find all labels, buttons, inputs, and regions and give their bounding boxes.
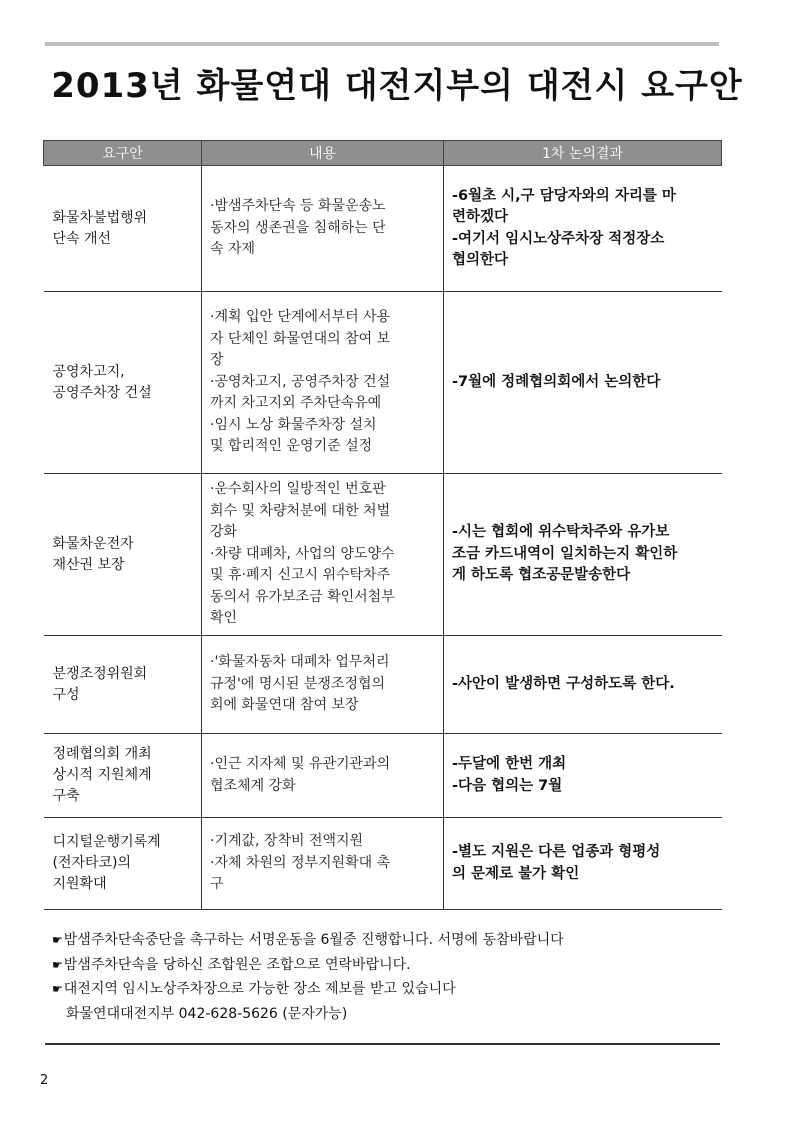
result-cell: -사안이 발생하면 구성하도록 한다. xyxy=(444,636,722,734)
table-row xyxy=(44,292,722,474)
header-content: 내용 xyxy=(202,141,444,166)
demand-table xyxy=(43,140,722,910)
bottom-rule xyxy=(45,1043,720,1045)
pointing-hand-icon: ☛ xyxy=(52,982,63,996)
header-demand: 요구안 xyxy=(44,141,202,166)
table-header-row xyxy=(44,141,722,166)
page-title: 2013년 화물연대 대전지부의 대전시 요구안 xyxy=(51,66,743,106)
content-cell: ·인근 지자체 및 유관기관과의 협조체계 강화 xyxy=(202,734,444,818)
demand-cell: 분쟁조정위원회 구성 xyxy=(44,636,202,734)
header-result: 1차 논의결과 xyxy=(444,141,722,166)
table-row xyxy=(44,636,722,734)
result-cell: -두달에 한번 개최 -다음 협의는 7월 xyxy=(444,734,722,818)
content-cell: ·'화물자동차 대폐차 업무처리 규정'에 명시된 분쟁조정협의 회에 화물연대 참여 보장 xyxy=(202,636,444,734)
result-cell: -6월초 시,구 담당자와의 자리를 마 련하겠다 -여기서 임시노상주차장 적정장소 협의한다 xyxy=(444,166,722,292)
demand-cell: 화물차운전자 재산권 보장 xyxy=(44,474,202,636)
table-row xyxy=(44,818,722,910)
table-row xyxy=(44,474,722,636)
note-item: ☛밤샘주차단속중단을 촉구하는 서명운동을 6월중 진행합니다. 서명에 동참바랍니다 xyxy=(52,932,564,948)
content-cell: ·밤샘주차단속 등 화물운송노 동자의 생존권을 침해하는 단 속 자제 xyxy=(202,166,444,292)
demand-cell: 정례협의회 개최 상시적 지원체계 구축 xyxy=(44,734,202,818)
contact-line: 화물연대대전지부 042-628-5626 (문자가능) xyxy=(66,1005,348,1022)
result-cell: -별도 지원은 다른 업종과 형평성 의 문제로 불가 확인 xyxy=(444,818,722,910)
table-row xyxy=(44,734,722,818)
content-cell: ·기계값, 장착비 전액지원 ·자체 차원의 정부지원확대 촉 구 xyxy=(202,818,444,910)
demand-cell: 화물차불법행위 단속 개선 xyxy=(44,166,202,292)
note-item: ☛밤샘주차단속을 당하신 조합원은 조합으로 연락바랍니다. xyxy=(52,956,411,973)
table-row xyxy=(44,166,722,292)
note-item: ☛대전지역 임시노상주차장으로 가능한 장소 제보를 받고 있습니다 xyxy=(52,981,456,997)
demand-cell: 공영차고지, 공영주차장 건설 xyxy=(44,292,202,474)
content-cell: ·계획 입안 단계에서부터 사용 자 단체인 화물연대의 참여 보 장 ·공영차고지, 공영주차장 건설 까지 차고지외 주차단속유예 ·임시 노상 화물주차장 설치 및 합리적인 운영기준 설정 xyxy=(202,292,444,474)
page-number: 2 xyxy=(40,1073,49,1088)
pointing-hand-icon: ☛ xyxy=(52,957,63,972)
pointing-hand-icon: ☛ xyxy=(52,933,63,947)
result-cell: -7월에 정례협의회에서 논의한다 xyxy=(444,292,722,474)
content-cell: ·운수회사의 일방적인 번호판 회수 및 차량처분에 대한 처벌 강화 ·차량 대폐차, 사업의 양도양수 및 휴·폐지 신고시 위수탁차주 동의서 유가보조금 확인서첨부 확인 xyxy=(202,474,444,636)
demand-cell: 디지털운행기록계 (전자타코)의 지원확대 xyxy=(44,818,202,910)
notes-section xyxy=(52,928,732,1026)
result-cell: -시는 협회에 위수탁차주와 유가보 조금 카드내역이 일치하는지 확인하 게 하도록 협조공문발송한다 xyxy=(444,474,722,636)
top-rule xyxy=(45,42,719,46)
